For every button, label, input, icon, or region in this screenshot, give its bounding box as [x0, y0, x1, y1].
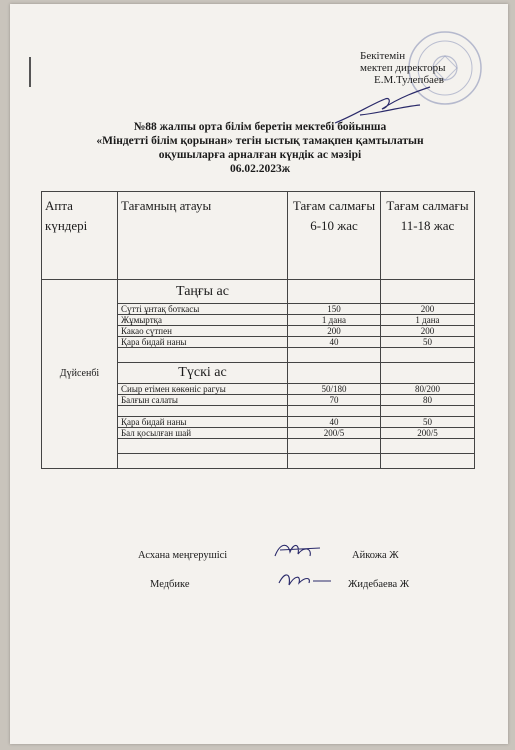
margin-mark: [29, 57, 31, 87]
weight-small: 40: [288, 417, 381, 428]
nurse-name: Жидебаева Ж: [348, 579, 410, 590]
header-dish: Тағамның атауы: [118, 192, 288, 280]
dish-name: Қара бидай наны: [118, 337, 288, 348]
header-weight-large: Тағам салмағы 11-18 жас: [381, 192, 475, 280]
title-line-1: №88 жалпы орта білім беретін мектебі бойынша: [133, 121, 387, 133]
weight-large: 200/5: [381, 428, 475, 439]
weight-large: 200: [381, 304, 475, 315]
document-title: [60, 120, 460, 176]
dish-name: Жұмыртқа: [118, 315, 288, 326]
weight-large: 50: [381, 337, 475, 348]
cook-signature: [270, 538, 330, 563]
weight-large: 80/200: [381, 384, 475, 395]
weight-small: 150: [288, 304, 381, 315]
approval-line-3: Е.М.Тулепбаев: [374, 74, 445, 86]
weight-small: 1 дана: [288, 315, 381, 326]
approval-line-2: мектеп директоры: [360, 62, 446, 74]
dish-name: Сүтті ұнтақ боткасы: [118, 304, 288, 315]
weight-small: 50/180: [288, 384, 381, 395]
menu-table: [41, 191, 475, 469]
breakfast-title-row: [42, 280, 475, 304]
day-cell: Дүйсенбі: [42, 280, 118, 469]
title-line-2: «Міндетті білім қорынан» тегін ыстық тамақпен қамтылатын: [96, 135, 424, 147]
weight-small: 200: [288, 326, 381, 337]
title-line-3: оқушыларға арналған күндік ас мәзірі: [158, 149, 362, 161]
dish-name: Бал қосылған шай: [118, 428, 288, 439]
weight-large: 200: [381, 326, 475, 337]
weight-small: 200/5: [288, 428, 381, 439]
cook-name: Айкожа Ж: [352, 550, 399, 561]
nurse-role: Медбике: [150, 579, 190, 590]
table-header-row: [42, 192, 475, 280]
weight-large: 50: [381, 417, 475, 428]
cook-role: Асхана меңгерушісі: [138, 550, 228, 561]
weight-small: 40: [288, 337, 381, 348]
weight-small: 70: [288, 395, 381, 406]
weight-large: 1 дана: [381, 315, 475, 326]
dish-name: Балғын салаты: [118, 395, 288, 406]
header-weight-small: Тағам салмағы 6-10 жас: [288, 192, 381, 280]
approval-line-1: Бекітемін: [360, 50, 406, 62]
title-date: 06.02.2023ж: [229, 163, 291, 175]
dish-name: Қара бидай наны: [118, 417, 288, 428]
lunch-title: Түскі ас: [118, 363, 288, 384]
dish-name: Какао сүтпен: [118, 326, 288, 337]
dish-name: Сиыр етімен көкөніс рагуы: [118, 384, 288, 395]
header-day: Апта күндері: [42, 192, 118, 280]
breakfast-title: Таңғы ас: [118, 280, 288, 304]
weight-large: 80: [381, 395, 475, 406]
approval-block: [360, 50, 446, 86]
nurse-signature: [275, 567, 335, 592]
